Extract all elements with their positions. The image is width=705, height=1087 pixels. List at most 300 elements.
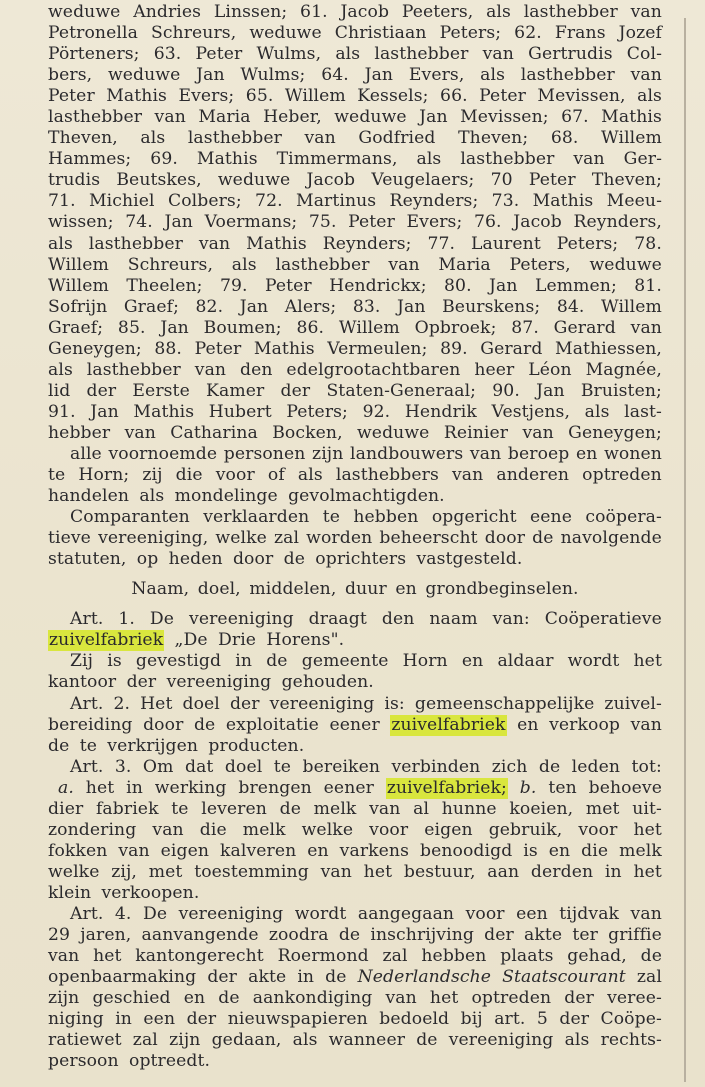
word: Jan xyxy=(239,296,269,317)
word: derden xyxy=(530,861,594,882)
word: 71. xyxy=(48,191,76,212)
word: Kessels; xyxy=(357,86,429,107)
word: door xyxy=(484,528,526,549)
word: zal xyxy=(273,528,300,549)
word: als xyxy=(48,233,73,254)
word: lasthebber xyxy=(523,2,618,22)
word: te xyxy=(322,507,340,528)
word: als xyxy=(637,86,662,107)
word: van xyxy=(573,149,605,170)
word: die xyxy=(199,819,227,840)
word: Jan xyxy=(419,107,448,128)
word: voor xyxy=(215,465,255,486)
word: van xyxy=(630,65,662,86)
word: opgericht xyxy=(431,507,517,528)
word: jaren, xyxy=(80,925,132,946)
word: ten xyxy=(548,777,577,798)
text-line xyxy=(48,1051,662,1072)
word: lasthebbers xyxy=(335,465,439,486)
word: doel, xyxy=(197,579,241,600)
word: van xyxy=(630,2,662,22)
word: 73. xyxy=(491,191,520,212)
word: exploitatie xyxy=(225,714,319,735)
word: Evers, xyxy=(408,65,465,86)
word: verklaarden xyxy=(203,507,310,528)
word: 91. xyxy=(48,401,76,422)
word: Magnée, xyxy=(585,359,662,380)
word: benoodigd xyxy=(419,840,513,861)
word: Peters; xyxy=(286,401,348,422)
word: Geneygen; xyxy=(48,338,142,359)
word: Peter xyxy=(194,338,242,359)
word: van xyxy=(369,798,401,819)
word: de xyxy=(538,756,561,777)
word: zondering xyxy=(48,819,137,840)
text-line xyxy=(48,128,662,149)
word: openbaarmaking xyxy=(48,967,197,988)
word: 29 xyxy=(48,925,71,946)
word: heer xyxy=(474,359,515,380)
word: 74. xyxy=(125,212,153,233)
word: De xyxy=(149,609,175,630)
word: van xyxy=(152,819,184,840)
word: Laurent xyxy=(471,233,541,254)
word: 64. xyxy=(321,65,349,86)
word: Jan xyxy=(489,275,518,296)
text-line xyxy=(48,507,662,528)
word: het xyxy=(363,861,393,882)
word: vereeniging, xyxy=(98,528,209,549)
word: het xyxy=(93,946,122,967)
word: 76. xyxy=(473,212,502,233)
word: eene xyxy=(529,507,572,528)
word: Sofrijn xyxy=(48,296,108,317)
word: van xyxy=(522,422,554,443)
word: heden xyxy=(168,549,223,570)
word: mondelinge xyxy=(174,486,278,507)
word: 78. xyxy=(634,233,662,254)
word: Jan xyxy=(196,65,225,86)
word: van xyxy=(48,946,80,967)
word: Peters; xyxy=(439,23,502,44)
text-line xyxy=(48,883,662,904)
word: gehad, xyxy=(567,946,627,967)
word: kantoor xyxy=(48,672,117,693)
word: Gerard xyxy=(480,338,543,359)
word: bereiding xyxy=(48,714,133,735)
word: zij, xyxy=(111,861,137,882)
word: 88. xyxy=(154,338,182,359)
text-line xyxy=(48,820,662,841)
word: Geneygen; xyxy=(568,422,662,443)
word: 75. xyxy=(308,212,337,233)
highlighted-word: zuivelfabriek xyxy=(49,630,164,651)
text-line xyxy=(48,549,662,570)
word: der xyxy=(564,988,594,1009)
word: Wulms; xyxy=(240,65,306,86)
word: is: xyxy=(384,693,405,714)
word: lasthebber xyxy=(48,107,143,128)
word: akte xyxy=(248,967,287,988)
text-line xyxy=(48,486,662,507)
word: 79. xyxy=(219,275,248,296)
word: Willem xyxy=(338,317,400,338)
word: der xyxy=(126,672,157,693)
word: tieve xyxy=(48,528,91,549)
word: Roermond xyxy=(277,946,369,967)
word: zal xyxy=(382,946,408,967)
word: der xyxy=(186,1009,217,1030)
word: 69. xyxy=(150,149,178,170)
text-line xyxy=(48,170,662,191)
highlighted-word: zuivelfabriek; xyxy=(386,777,507,798)
word: van xyxy=(630,903,662,924)
text-line xyxy=(48,609,662,630)
text-line xyxy=(48,465,662,486)
text-line xyxy=(48,423,662,444)
word: Schreurs, xyxy=(150,23,237,44)
word: vereeniging xyxy=(448,1030,554,1051)
word: optreedt. xyxy=(129,1051,211,1072)
word: statuten, xyxy=(48,549,127,570)
word: van xyxy=(124,422,156,443)
text-line xyxy=(48,212,662,233)
word: Heber, xyxy=(263,107,322,128)
word: lasthebber xyxy=(460,149,555,170)
text-line xyxy=(48,149,662,170)
word: gevolmachtigden. xyxy=(288,486,445,507)
word: het xyxy=(85,777,115,798)
text-line xyxy=(48,234,662,255)
word: doel xyxy=(224,756,263,777)
word: van: xyxy=(492,609,530,630)
text-line xyxy=(48,191,662,212)
word: aan xyxy=(487,861,520,882)
word: 2. xyxy=(113,693,131,714)
word: te xyxy=(171,798,189,819)
word: zuivel- xyxy=(604,693,662,714)
word: het xyxy=(633,819,662,840)
word: Nederlandsche xyxy=(357,967,492,988)
word: Peter xyxy=(264,275,312,296)
word: klein xyxy=(48,882,92,903)
word: bij xyxy=(460,1009,483,1030)
word: Reynders; xyxy=(389,191,479,212)
word: beroep xyxy=(507,443,570,464)
word: een xyxy=(143,1009,176,1030)
word: die xyxy=(175,465,203,486)
word: Petronella xyxy=(48,23,138,44)
word: 92. xyxy=(362,401,391,422)
word: 84. xyxy=(556,296,585,317)
word: Schreurs, xyxy=(127,254,214,275)
word: 82. xyxy=(195,296,224,317)
text-line xyxy=(48,318,662,339)
word: de xyxy=(416,1030,438,1051)
word: Bruisten; xyxy=(580,380,662,401)
word: Willem xyxy=(48,254,109,275)
word: plaats xyxy=(500,946,554,967)
word: welke xyxy=(48,861,100,882)
word: en xyxy=(548,840,571,861)
word: zijn xyxy=(48,988,80,1009)
word: melk xyxy=(619,840,662,861)
word: Linssen; xyxy=(213,2,288,22)
text-line xyxy=(48,672,662,693)
text-line xyxy=(48,360,662,381)
text-line xyxy=(48,799,662,820)
word: Jan xyxy=(90,401,119,422)
word: verkoop xyxy=(549,714,621,735)
word: en xyxy=(517,714,539,735)
word: Peter xyxy=(528,170,576,191)
word: ter xyxy=(572,925,598,946)
word: eigen xyxy=(160,840,210,861)
word: 61. xyxy=(300,2,328,22)
word: griffie xyxy=(608,925,662,946)
word: 3. xyxy=(114,756,132,777)
word: „De xyxy=(174,630,208,651)
word: fabriek xyxy=(95,798,159,819)
text-line xyxy=(48,841,662,862)
word: van xyxy=(194,359,227,380)
word: oprichters xyxy=(315,549,407,570)
word: zal xyxy=(636,967,662,988)
word: wordt xyxy=(567,651,620,672)
word: lasthebber xyxy=(88,233,183,254)
word: melk xyxy=(313,798,357,819)
word: Naam, xyxy=(131,579,190,600)
word: zich xyxy=(491,756,528,777)
word: lasthebber xyxy=(86,359,181,380)
word: 70 xyxy=(490,170,513,191)
word: vereeniging xyxy=(189,609,294,630)
word: niging xyxy=(48,1009,104,1030)
word: lasthebber xyxy=(520,65,615,86)
word: Opbroek; xyxy=(414,317,497,338)
text-line xyxy=(48,778,662,799)
text-line xyxy=(48,694,662,715)
word: 81. xyxy=(634,275,662,296)
text-line xyxy=(48,23,662,44)
word: wanneer xyxy=(328,1030,406,1051)
word: Staten-Generaal; xyxy=(326,380,477,401)
text-line xyxy=(48,925,662,946)
word: bereiken xyxy=(302,756,381,777)
word: Mathis xyxy=(106,86,167,107)
word: Theelen; xyxy=(126,275,203,296)
text-line xyxy=(48,715,662,736)
word: ratiewet xyxy=(48,1030,122,1051)
word: van xyxy=(198,233,231,254)
word: Peter xyxy=(479,86,526,107)
text-line xyxy=(48,381,662,402)
paragraph-gap xyxy=(48,570,662,579)
text-line xyxy=(48,1009,662,1030)
word: Jan xyxy=(536,380,565,401)
word: Willem xyxy=(284,86,346,107)
word: geschied xyxy=(92,988,171,1009)
word: lasthebber xyxy=(187,128,282,149)
word: Theven; xyxy=(591,170,662,191)
text-line xyxy=(48,65,662,86)
word: 83. xyxy=(352,296,381,317)
word: als xyxy=(292,1030,318,1051)
word: is xyxy=(523,840,538,861)
word: zal xyxy=(132,1030,158,1051)
text-line xyxy=(48,736,662,757)
word: is xyxy=(107,651,122,672)
section-heading xyxy=(48,579,662,600)
text-line xyxy=(48,2,662,23)
word: akte xyxy=(524,925,563,946)
word: persoon xyxy=(48,1051,119,1072)
word: kalveren xyxy=(220,840,297,861)
word: hunne xyxy=(441,798,497,819)
word: duur xyxy=(345,579,387,600)
word: als xyxy=(480,65,506,86)
word: Art. xyxy=(70,609,104,630)
word: draagt xyxy=(308,609,367,630)
word: Horens". xyxy=(266,630,345,651)
word: in xyxy=(235,651,253,672)
word: 5 xyxy=(536,1009,548,1030)
text-line xyxy=(48,946,662,967)
text-line xyxy=(48,528,662,549)
word: der xyxy=(207,967,238,988)
word: verbinden xyxy=(391,756,481,777)
word: Voermans; xyxy=(204,212,298,233)
word: Willem xyxy=(48,275,109,296)
word: navolgende xyxy=(560,528,662,549)
word: Godfried xyxy=(358,128,436,149)
word: van xyxy=(304,128,336,149)
word: van xyxy=(469,443,502,464)
text-line xyxy=(48,444,662,465)
word: bestuur, xyxy=(403,861,476,882)
word: wordt xyxy=(294,903,347,924)
word: 77. xyxy=(427,233,456,254)
word: Graef; xyxy=(48,317,104,338)
word: Ger- xyxy=(623,149,662,170)
word: Jan xyxy=(364,65,394,86)
word: Andries xyxy=(133,2,202,22)
word: uit- xyxy=(632,798,662,819)
word: Timmermans, xyxy=(276,149,398,170)
word: melk xyxy=(242,819,286,840)
word: last- xyxy=(624,401,662,422)
word: handelen xyxy=(48,486,130,507)
word: Pörteners; xyxy=(48,44,140,65)
word: 1. xyxy=(118,609,135,630)
text-line xyxy=(48,339,662,360)
word: Peter xyxy=(48,86,95,107)
word: Hammes; xyxy=(48,149,132,170)
column-rule xyxy=(684,18,686,1082)
text-line xyxy=(48,276,662,297)
word: voornoemde xyxy=(108,443,218,464)
word: door xyxy=(232,549,274,570)
word: Reynders; xyxy=(322,233,412,254)
text-line xyxy=(48,297,662,318)
word: Bocken, xyxy=(272,422,343,443)
word: de xyxy=(338,925,361,946)
text-line xyxy=(48,86,662,107)
word: nieuwspapieren xyxy=(227,1009,368,1030)
word: Catharina xyxy=(170,422,258,443)
word: de xyxy=(640,946,662,967)
word: van xyxy=(385,988,417,1009)
word: weduwe xyxy=(589,254,662,275)
word: door xyxy=(143,714,184,735)
word: van xyxy=(630,317,662,338)
word: in xyxy=(115,1009,132,1030)
word: Martinus xyxy=(296,191,377,212)
word: De xyxy=(142,903,168,924)
word: met xyxy=(585,798,620,819)
word: gemeente xyxy=(301,651,389,672)
word: en xyxy=(461,651,484,672)
word: Theven; xyxy=(458,128,529,149)
word: verkrijgen xyxy=(107,735,199,756)
word: 65. xyxy=(245,86,274,107)
word: en xyxy=(395,579,417,600)
word: 86. xyxy=(296,317,325,338)
paragraph-gap xyxy=(48,600,662,609)
word: Coöperatieve xyxy=(544,609,662,630)
word: als xyxy=(335,44,361,65)
word: Mathis xyxy=(532,191,594,212)
word: 85. xyxy=(117,317,146,338)
word: weduwe xyxy=(357,422,430,443)
word: Boumen; xyxy=(203,317,282,338)
word: wissen; xyxy=(48,212,114,233)
word: wonen xyxy=(604,443,662,464)
word: Wulms, xyxy=(256,44,322,65)
word: voor xyxy=(578,819,618,840)
word: de xyxy=(218,988,240,1009)
word: Gertrudis xyxy=(528,44,613,65)
word: als xyxy=(416,149,442,170)
word: Jacob xyxy=(513,212,562,233)
word: Mathis xyxy=(133,401,195,422)
word: welke xyxy=(215,528,267,549)
word: 72. xyxy=(255,191,283,212)
word: en xyxy=(183,988,206,1009)
word: den xyxy=(381,609,415,630)
text-line xyxy=(48,651,662,672)
word: weduwe xyxy=(48,2,121,22)
word: al xyxy=(413,798,430,819)
word: der xyxy=(484,925,514,946)
word: de xyxy=(266,651,288,672)
word: Jacob xyxy=(306,170,356,191)
word: gebruik, xyxy=(488,819,563,840)
word: Peter xyxy=(195,44,243,65)
word: inschrijving xyxy=(370,925,474,946)
word: Léon xyxy=(528,359,572,380)
word: Het xyxy=(140,693,173,714)
word: lid xyxy=(48,380,71,401)
word: Evers; xyxy=(178,86,235,107)
word: brengen xyxy=(238,777,312,798)
word: 89. xyxy=(440,338,468,359)
word: Alers; xyxy=(284,296,337,317)
word: optreden xyxy=(471,988,552,1009)
word: Mathis xyxy=(253,338,315,359)
word: der xyxy=(86,380,117,401)
word: als xyxy=(140,128,166,149)
